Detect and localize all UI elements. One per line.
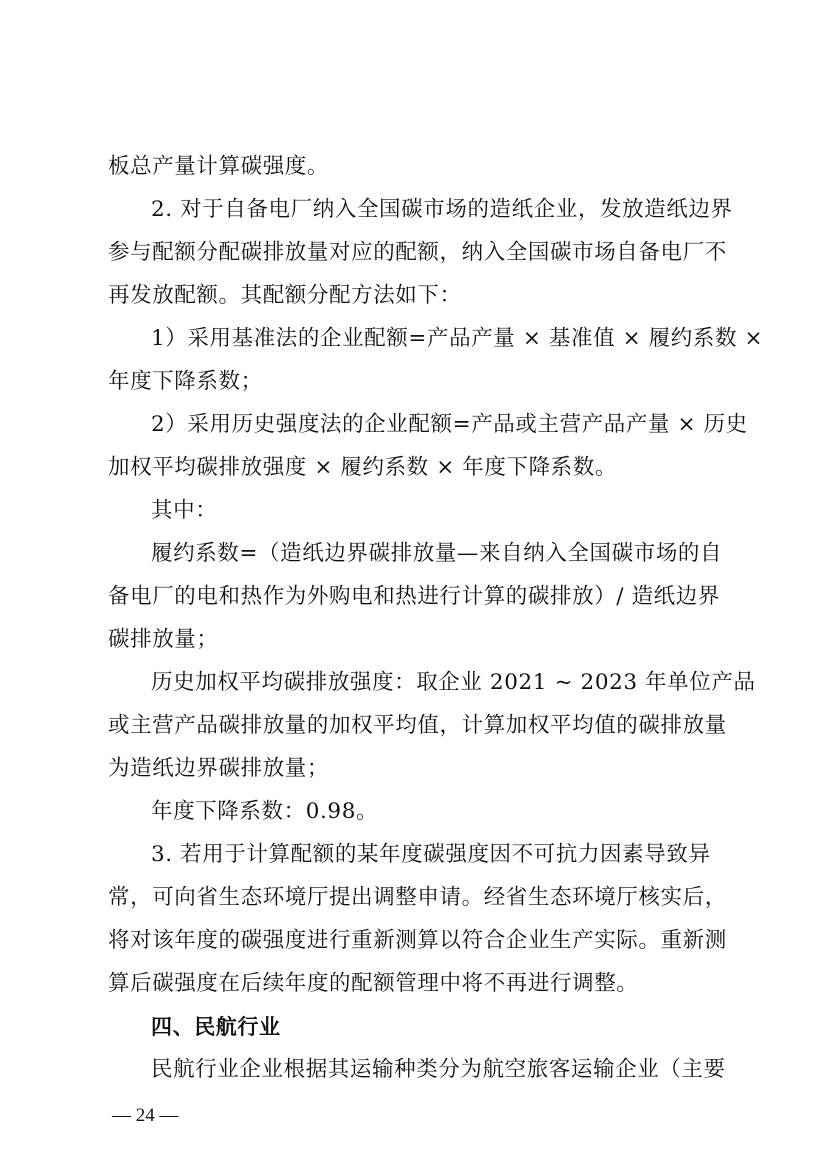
- text-line-11: 备电厂的电和热作为外购电和热进行计算的碳排放）/ 造纸边界: [108, 584, 720, 609]
- text-line-10: 履约系数=（造纸边界碳排放量—来自纳入全国碳市场的自: [151, 541, 723, 566]
- text-line-22: 民航行业企业根据其运输种类分为航空旅客运输企业（主要: [151, 1057, 726, 1082]
- text-line-15: 为造纸边界碳排放量；: [108, 756, 330, 781]
- text-line-20: 算后碳强度在后续年度的配额管理中将不再进行调整。: [108, 971, 639, 996]
- text-line-2: 2. 对于自备电厂纳入全国碳市场的造纸企业，发放造纸边界: [151, 197, 733, 222]
- text-line-16: 年度下降系数：0.98。: [151, 799, 379, 824]
- text-line-8: 加权平均碳排放强度 × 履约系数 × 年度下降系数。: [108, 455, 617, 480]
- text-line-9: 其中：: [151, 498, 218, 523]
- text-line-17: 3. 若用于计算配额的某年度碳强度因不可抗力因素导致异: [151, 842, 711, 867]
- text-line-13: 历史加权平均碳排放强度：取企业 2021 ~ 2023 年单位产品: [151, 670, 756, 695]
- text-line-3: 参与配额分配碳排放量对应的配额，纳入全国碳市场自备电厂不: [108, 240, 727, 265]
- text-line-4: 再发放配额。其配额分配方法如下：: [108, 283, 462, 308]
- text-line-5: 1）采用基准法的企业配额=产品产量 × 基准值 × 履约系数 ×: [151, 326, 764, 351]
- text-line-18: 常，可向省生态环境厅提出调整申请。经省生态环境厅核实后，: [108, 885, 727, 910]
- text-line-19: 将对该年度的碳强度进行重新测算以符合企业生产实际。重新测: [108, 928, 727, 953]
- section-heading: 四、民航行业: [151, 1015, 281, 1039]
- page-number: — 24 —: [112, 1105, 179, 1126]
- text-line-12: 碳排放量；: [108, 627, 219, 652]
- text-line-14: 或主营产品碳排放量的加权平均值，计算加权平均值的碳排放量: [108, 713, 727, 738]
- text-line-1: 板总产量计算碳强度。: [108, 154, 330, 179]
- text-line-7: 2）采用历史强度法的企业配额=产品或主营产品产量 × 历史: [151, 412, 748, 437]
- text-line-6: 年度下降系数；: [108, 369, 263, 394]
